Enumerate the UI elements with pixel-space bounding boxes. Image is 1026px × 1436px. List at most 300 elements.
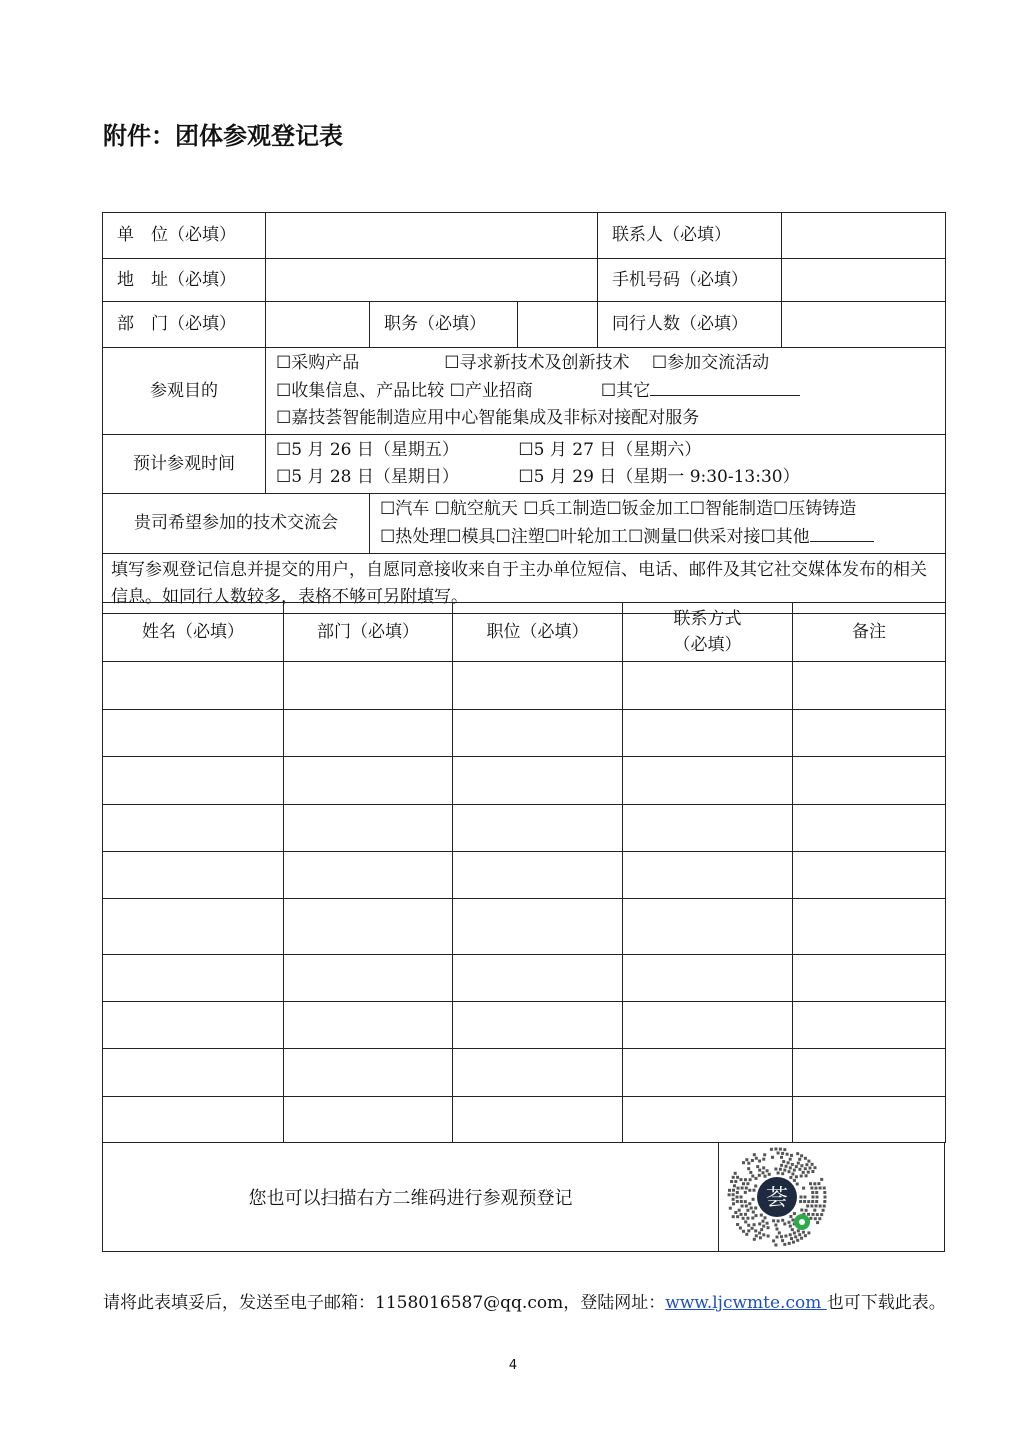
roster-cell-remark[interactable] bbox=[793, 1002, 946, 1049]
qr-dot bbox=[745, 1187, 748, 1190]
table-row bbox=[103, 1002, 946, 1049]
roster-cell-name[interactable] bbox=[103, 805, 284, 852]
qr-dot bbox=[823, 1187, 826, 1190]
qr-dot bbox=[770, 1148, 773, 1151]
qr-dot bbox=[741, 1187, 744, 1190]
qr-dot bbox=[789, 1176, 792, 1179]
qr-dot bbox=[776, 1236, 779, 1239]
qr-dot bbox=[776, 1228, 779, 1231]
qr-dot bbox=[791, 1173, 794, 1176]
qr-dot bbox=[791, 1228, 794, 1231]
unit-field[interactable] bbox=[266, 213, 598, 259]
qr-dot bbox=[820, 1213, 823, 1216]
qr-dot bbox=[764, 1175, 767, 1178]
roster-header-remark: 备注 bbox=[793, 603, 946, 662]
qr-dot bbox=[800, 1154, 803, 1157]
consent-notice: 填写参观登记信息并提交的用户，自愿同意接收来自于主办单位短信、电话、邮件及其它社交媒体发布的相关信息。如同行人数较多，表格不够可另附填写。 bbox=[103, 554, 946, 614]
roster-header-dept: 部门（必填） bbox=[284, 603, 453, 662]
roster-cell-remark[interactable] bbox=[793, 899, 946, 955]
qr-dot bbox=[736, 1223, 739, 1226]
roster-cell-position[interactable] bbox=[453, 1002, 623, 1049]
qr-dot bbox=[781, 1219, 784, 1222]
qr-dot bbox=[742, 1217, 745, 1220]
qr-dot bbox=[777, 1172, 780, 1175]
roster-cell-dept[interactable] bbox=[284, 1049, 453, 1097]
table-row bbox=[103, 710, 946, 757]
table-row bbox=[103, 757, 946, 805]
qr-dot bbox=[732, 1176, 735, 1179]
exchange-line-2-text: ☐热处理☐模具☐注塑☐叶轮加工☐测量☐供采对接☐其他 bbox=[380, 527, 810, 547]
qr-dot bbox=[746, 1182, 749, 1185]
qr-dot bbox=[813, 1182, 816, 1185]
qr-dot bbox=[746, 1217, 749, 1220]
qr-dot bbox=[762, 1166, 765, 1169]
qr-dot bbox=[811, 1200, 814, 1203]
roster-cell-position[interactable] bbox=[453, 1097, 623, 1143]
roster-header-contact bbox=[623, 603, 793, 662]
qr-dot bbox=[755, 1214, 758, 1217]
qr-dot bbox=[782, 1160, 785, 1163]
qr-dot bbox=[774, 1168, 777, 1171]
qr-dot bbox=[817, 1182, 820, 1185]
qr-dot bbox=[798, 1158, 801, 1161]
companions-label: 同行人数（必填） bbox=[598, 302, 782, 348]
qr-dot bbox=[789, 1158, 792, 1161]
qr-dot bbox=[823, 1200, 826, 1203]
qr-dot bbox=[774, 1244, 777, 1247]
qr-dot bbox=[800, 1209, 803, 1212]
roster-cell-position[interactable] bbox=[453, 1049, 623, 1097]
qr-dot bbox=[802, 1187, 805, 1190]
qr-dot bbox=[780, 1156, 783, 1159]
mobile-field[interactable] bbox=[782, 259, 946, 302]
roster-cell-dept[interactable] bbox=[284, 710, 453, 757]
roster-cell-dept[interactable] bbox=[284, 757, 453, 805]
roster-cell-remark[interactable] bbox=[793, 955, 946, 1002]
roster-cell-contact[interactable] bbox=[623, 955, 793, 1002]
qr-dot bbox=[767, 1235, 770, 1238]
qr-dot bbox=[820, 1178, 823, 1181]
roster-cell-contact[interactable] bbox=[623, 1049, 793, 1097]
qr-row bbox=[102, 1142, 945, 1252]
qr-dot bbox=[736, 1196, 739, 1199]
qr-dot bbox=[736, 1191, 739, 1194]
qr-dot bbox=[814, 1166, 817, 1169]
qr-dot bbox=[732, 1189, 735, 1192]
qr-dot bbox=[805, 1209, 808, 1212]
qr-dot bbox=[793, 1212, 796, 1215]
qr-dot bbox=[738, 1209, 741, 1212]
qr-dot bbox=[762, 1171, 765, 1174]
dept-field[interactable] bbox=[266, 302, 370, 348]
qr-dot bbox=[748, 1202, 751, 1205]
qr-dot bbox=[789, 1215, 792, 1218]
table-row bbox=[103, 852, 946, 899]
qr-dot bbox=[747, 1162, 750, 1165]
contact-field[interactable] bbox=[782, 213, 946, 259]
qr-dot bbox=[804, 1234, 807, 1237]
qr-dot bbox=[745, 1205, 748, 1208]
roster-cell-dept[interactable] bbox=[284, 662, 453, 710]
qr-dot bbox=[781, 1152, 784, 1155]
qr-dot bbox=[762, 1158, 765, 1161]
qr-dot bbox=[772, 1219, 775, 1222]
visit-time-line-1[interactable]: ☐5 月 26 日（星期五） ☐5 月 27 日（星期六） bbox=[276, 440, 702, 460]
qr-dot bbox=[783, 1169, 786, 1172]
qr-dot bbox=[753, 1153, 756, 1156]
qr-dot bbox=[744, 1178, 747, 1181]
qr-dot bbox=[758, 1169, 761, 1172]
qr-dot bbox=[824, 1196, 827, 1199]
roster-cell-name[interactable] bbox=[103, 1049, 284, 1097]
qr-dot bbox=[754, 1207, 757, 1210]
qr-dot bbox=[789, 1233, 792, 1236]
roster-header-name: 姓名（必填） bbox=[103, 603, 284, 662]
qr-dot bbox=[795, 1165, 798, 1168]
qr-dot bbox=[744, 1191, 747, 1194]
qr-dot bbox=[823, 1191, 826, 1194]
roster-cell-remark[interactable] bbox=[793, 757, 946, 805]
qr-cell bbox=[718, 1142, 945, 1252]
roster-cell-remark[interactable] bbox=[793, 662, 946, 710]
roster-cell-remark[interactable] bbox=[793, 805, 946, 852]
table-row bbox=[103, 1097, 946, 1143]
qr-dot bbox=[768, 1173, 771, 1176]
qr-dot bbox=[823, 1205, 826, 1208]
qr-dot bbox=[758, 1222, 761, 1225]
qr-dot bbox=[788, 1242, 791, 1245]
visit-time-options[interactable] bbox=[266, 435, 946, 494]
qr-dot bbox=[809, 1217, 812, 1220]
purpose-line-3[interactable]: ☐嘉技荟智能制造应用中心智能集成及非标对接配对服务 bbox=[276, 408, 700, 428]
address-field[interactable] bbox=[266, 259, 598, 302]
qr-dot bbox=[822, 1209, 825, 1212]
roster-cell-name[interactable] bbox=[103, 662, 284, 710]
qr-dot bbox=[758, 1232, 761, 1235]
roster-cell-name[interactable] bbox=[103, 710, 284, 757]
qr-dot bbox=[811, 1170, 814, 1173]
visit-time-line-2[interactable]: ☐5 月 28 日（星期日） ☐5 月 29 日（星期一 9:30-13:30） bbox=[276, 467, 800, 487]
qr-dot bbox=[753, 1189, 756, 1192]
qr-dot bbox=[744, 1200, 747, 1203]
roster-cell-remark[interactable] bbox=[793, 710, 946, 757]
qr-dot bbox=[736, 1200, 739, 1203]
roster-cell-name[interactable] bbox=[103, 757, 284, 805]
qr-dot bbox=[729, 1207, 732, 1210]
page-number: 4 bbox=[508, 1358, 518, 1373]
roster-cell-position[interactable] bbox=[453, 852, 623, 899]
qr-dot bbox=[796, 1239, 799, 1242]
roster-cell-position[interactable] bbox=[453, 805, 623, 852]
qr-dot bbox=[788, 1170, 791, 1173]
qr-dot bbox=[744, 1220, 747, 1223]
table-row bbox=[103, 899, 946, 955]
exchange-label: 贵司希望参加的技术交流会 bbox=[103, 494, 370, 554]
qr-dot bbox=[766, 1222, 769, 1225]
qr-dot bbox=[786, 1153, 789, 1156]
qr-dot bbox=[795, 1175, 798, 1178]
unit-label: 单 位（必填） bbox=[103, 213, 266, 259]
qr-dot bbox=[789, 1166, 792, 1169]
qr-dot bbox=[742, 1161, 745, 1164]
roster-cell-dept[interactable] bbox=[284, 1097, 453, 1143]
qr-dot bbox=[794, 1235, 797, 1238]
qr-dot bbox=[751, 1227, 754, 1230]
qr-dot bbox=[766, 1169, 769, 1172]
roster-cell-name[interactable] bbox=[103, 955, 284, 1002]
footer-instruction bbox=[103, 1288, 946, 1313]
qr-dot bbox=[753, 1223, 756, 1226]
qr-dot bbox=[760, 1228, 763, 1231]
qr-dot bbox=[784, 1235, 787, 1238]
qr-dot bbox=[755, 1177, 758, 1180]
qr-dot bbox=[732, 1202, 735, 1205]
qr-dot bbox=[804, 1167, 807, 1170]
qr-dot bbox=[805, 1174, 808, 1177]
qr-dot bbox=[783, 1243, 786, 1246]
qr-dot bbox=[742, 1230, 745, 1233]
qr-dot bbox=[781, 1239, 784, 1242]
qr-dot bbox=[816, 1221, 819, 1224]
roster-cell-dept[interactable] bbox=[284, 805, 453, 852]
qr-dot bbox=[810, 1187, 813, 1190]
qr-dot bbox=[733, 1184, 736, 1187]
exchange-line-1[interactable]: ☐汽车 ☐航空航天 ☐兵工制造☐钣金加工☐智能制造☐压铸铸造 bbox=[380, 499, 857, 519]
qr-dot bbox=[751, 1217, 754, 1220]
qr-dot bbox=[777, 1152, 780, 1155]
qr-dot bbox=[740, 1196, 743, 1199]
roster-cell-contact[interactable] bbox=[623, 757, 793, 805]
qr-dot bbox=[758, 1160, 761, 1163]
qr-dot bbox=[778, 1231, 781, 1234]
roster-cell-remark[interactable] bbox=[793, 852, 946, 899]
qr-dot bbox=[728, 1189, 731, 1192]
qr-dot bbox=[812, 1196, 815, 1199]
qr-dot bbox=[774, 1224, 777, 1227]
qr-instruction: 您也可以扫描右方二维码进行参观预登记 bbox=[248, 1188, 573, 1209]
qr-dot bbox=[779, 1148, 782, 1151]
roster-cell-contact[interactable] bbox=[623, 852, 793, 899]
other-blank[interactable] bbox=[650, 377, 800, 396]
roster-cell-name[interactable] bbox=[103, 852, 284, 899]
roster-body bbox=[103, 662, 946, 1143]
qr-dot bbox=[751, 1175, 754, 1178]
qr-dot bbox=[744, 1213, 747, 1216]
companion-roster-table bbox=[102, 602, 946, 1143]
position-label: 职务（必填） bbox=[370, 302, 518, 348]
roster-cell-contact[interactable] bbox=[623, 1097, 793, 1143]
roster-cell-remark[interactable] bbox=[793, 1049, 946, 1097]
qr-dot bbox=[783, 1222, 786, 1225]
page-title: 附件：团体参观登记表 bbox=[103, 122, 343, 150]
qr-dot bbox=[749, 1171, 752, 1174]
roster-cell-dept[interactable] bbox=[284, 955, 453, 1002]
qr-dot bbox=[748, 1189, 751, 1192]
qr-dot bbox=[805, 1163, 808, 1166]
visit-form-table bbox=[102, 212, 946, 614]
qr-dot bbox=[810, 1205, 813, 1208]
purpose-line-2[interactable] bbox=[276, 377, 935, 405]
qr-dot bbox=[751, 1159, 754, 1162]
roster-cell-position[interactable] bbox=[453, 757, 623, 805]
qr-dot bbox=[789, 1225, 792, 1228]
table-row bbox=[103, 955, 946, 1002]
qr-dot bbox=[732, 1215, 735, 1218]
qr-dot bbox=[796, 1152, 799, 1155]
roster-cell-name[interactable] bbox=[103, 1097, 284, 1143]
qr-dot bbox=[754, 1229, 757, 1232]
roster-cell-contact[interactable] bbox=[623, 710, 793, 757]
website-link[interactable]: www.ljcwmte.com bbox=[665, 1293, 827, 1313]
qr-dot bbox=[772, 1239, 775, 1242]
qr-dot bbox=[756, 1165, 759, 1168]
purpose-line-1[interactable]: ☐采购产品 ☐寻求新技术及创新技术 ☐参加交流活动 bbox=[276, 353, 770, 373]
qr-dot bbox=[812, 1213, 815, 1216]
qr-dot bbox=[779, 1168, 782, 1171]
address-label: 地 址（必填） bbox=[103, 259, 266, 302]
qr-dot bbox=[791, 1163, 794, 1166]
purpose-line-2-text: ☐收集信息、产品比较 ☐产业招商 ☐其它 bbox=[276, 381, 651, 401]
qr-dot bbox=[809, 1167, 812, 1170]
roster-header-position: 职位（必填） bbox=[453, 603, 623, 662]
qr-dot bbox=[793, 1232, 796, 1235]
qr-dot bbox=[815, 1204, 818, 1207]
qr-dot bbox=[759, 1236, 762, 1239]
qr-dot bbox=[740, 1213, 743, 1216]
qr-dot bbox=[783, 1148, 786, 1151]
qr-dot bbox=[790, 1154, 793, 1157]
qr-dot bbox=[809, 1182, 812, 1185]
qr-dot bbox=[807, 1171, 810, 1174]
qr-dot bbox=[754, 1185, 757, 1188]
qr-dot bbox=[780, 1164, 783, 1167]
qr-dot bbox=[803, 1200, 806, 1203]
dept-label: 部 门（必填） bbox=[103, 302, 266, 348]
qr-dot bbox=[800, 1237, 803, 1240]
roster-cell-contact[interactable] bbox=[623, 662, 793, 710]
purpose-label: 参观目的 bbox=[103, 348, 266, 435]
qr-dot bbox=[737, 1187, 740, 1190]
companions-field[interactable] bbox=[782, 302, 946, 348]
exchange-options[interactable] bbox=[370, 494, 946, 554]
qr-dot bbox=[747, 1167, 750, 1170]
qr-dot bbox=[787, 1161, 790, 1164]
qr-dot bbox=[739, 1227, 742, 1230]
qr-dot bbox=[728, 1193, 731, 1196]
qr-dot bbox=[807, 1231, 810, 1234]
qr-dot bbox=[741, 1205, 744, 1208]
qr-dot bbox=[747, 1229, 750, 1232]
qr-dot bbox=[811, 1163, 814, 1166]
qr-dot bbox=[740, 1200, 743, 1203]
qr-dot bbox=[800, 1164, 803, 1167]
qr-dot bbox=[807, 1213, 810, 1216]
qr-dot bbox=[781, 1172, 784, 1175]
qr-dot bbox=[800, 1175, 803, 1178]
qr-dot bbox=[798, 1233, 801, 1236]
qr-dot bbox=[762, 1225, 765, 1228]
qr-dot bbox=[799, 1200, 802, 1203]
qr-dot bbox=[747, 1224, 750, 1227]
qr-dot bbox=[764, 1216, 767, 1219]
qr-dot bbox=[791, 1219, 794, 1222]
qr-dot bbox=[734, 1180, 737, 1183]
qr-dot bbox=[745, 1233, 748, 1236]
roster-cell-dept[interactable] bbox=[284, 899, 453, 955]
roster-cell-position[interactable] bbox=[453, 662, 623, 710]
qr-dot bbox=[755, 1234, 758, 1237]
qr-code-icon[interactable] bbox=[722, 1142, 832, 1252]
qr-dot bbox=[771, 1156, 774, 1159]
qr-dot bbox=[777, 1220, 780, 1223]
roster-cell-contact[interactable] bbox=[623, 1002, 793, 1049]
roster-cell-contact[interactable] bbox=[623, 805, 793, 852]
qr-dot bbox=[752, 1211, 755, 1214]
qr-dot bbox=[734, 1172, 737, 1175]
qr-dot bbox=[730, 1180, 733, 1183]
exchange-line-2[interactable] bbox=[380, 523, 935, 551]
qr-dot bbox=[797, 1162, 800, 1165]
qr-dot bbox=[793, 1169, 796, 1172]
roster-cell-contact[interactable] bbox=[623, 899, 793, 955]
roster-cell-remark[interactable] bbox=[793, 1097, 946, 1143]
qr-dot bbox=[758, 1174, 761, 1177]
qr-dot bbox=[762, 1220, 765, 1223]
qr-dot bbox=[774, 1148, 777, 1151]
qr-dot bbox=[814, 1217, 817, 1220]
qr-dot bbox=[790, 1237, 793, 1240]
roster-cell-position[interactable] bbox=[453, 710, 623, 757]
roster-cell-position[interactable] bbox=[453, 955, 623, 1002]
qr-dot bbox=[816, 1196, 819, 1199]
qr-dot bbox=[785, 1165, 788, 1168]
qr-dot bbox=[780, 1235, 783, 1238]
qr-dot bbox=[815, 1191, 818, 1194]
exchange-other-blank[interactable] bbox=[810, 523, 874, 542]
table-row bbox=[103, 662, 946, 710]
footer-suffix: 也可下载此表。 bbox=[826, 1293, 946, 1313]
roster-cell-dept[interactable] bbox=[284, 1002, 453, 1049]
roster-cell-dept[interactable] bbox=[284, 852, 453, 899]
qr-dot bbox=[742, 1182, 745, 1185]
qr-logo-char: 荟 bbox=[765, 1186, 789, 1211]
qr-dot bbox=[762, 1233, 765, 1236]
qr-dot bbox=[746, 1209, 749, 1212]
purpose-options[interactable] bbox=[266, 348, 946, 435]
table-row bbox=[103, 1049, 946, 1097]
qr-dot bbox=[767, 1226, 770, 1229]
qr-dot bbox=[811, 1191, 814, 1194]
qr-dot bbox=[792, 1241, 795, 1244]
footer-text: 请将此表填妥后，发送至电子邮箱：1158016587@qq.com，登陆网址： bbox=[103, 1293, 666, 1313]
roster-cell-name[interactable] bbox=[103, 899, 284, 955]
roster-cell-name[interactable] bbox=[103, 1002, 284, 1049]
roster-cell-position[interactable] bbox=[453, 899, 623, 955]
position-field[interactable] bbox=[518, 302, 598, 348]
qr-dot bbox=[804, 1157, 807, 1160]
qr-dot bbox=[798, 1168, 801, 1171]
qr-dot bbox=[760, 1214, 763, 1217]
qr-dot bbox=[815, 1187, 818, 1190]
qr-dot bbox=[800, 1196, 803, 1199]
qr-dot bbox=[749, 1178, 752, 1181]
qr-dot bbox=[797, 1229, 800, 1232]
qr-dot bbox=[740, 1178, 743, 1181]
roster-header-contact-sub: （必填） bbox=[673, 635, 742, 655]
qr-dot bbox=[736, 1215, 739, 1218]
qr-dot bbox=[806, 1205, 809, 1208]
qr-dot bbox=[818, 1217, 821, 1220]
